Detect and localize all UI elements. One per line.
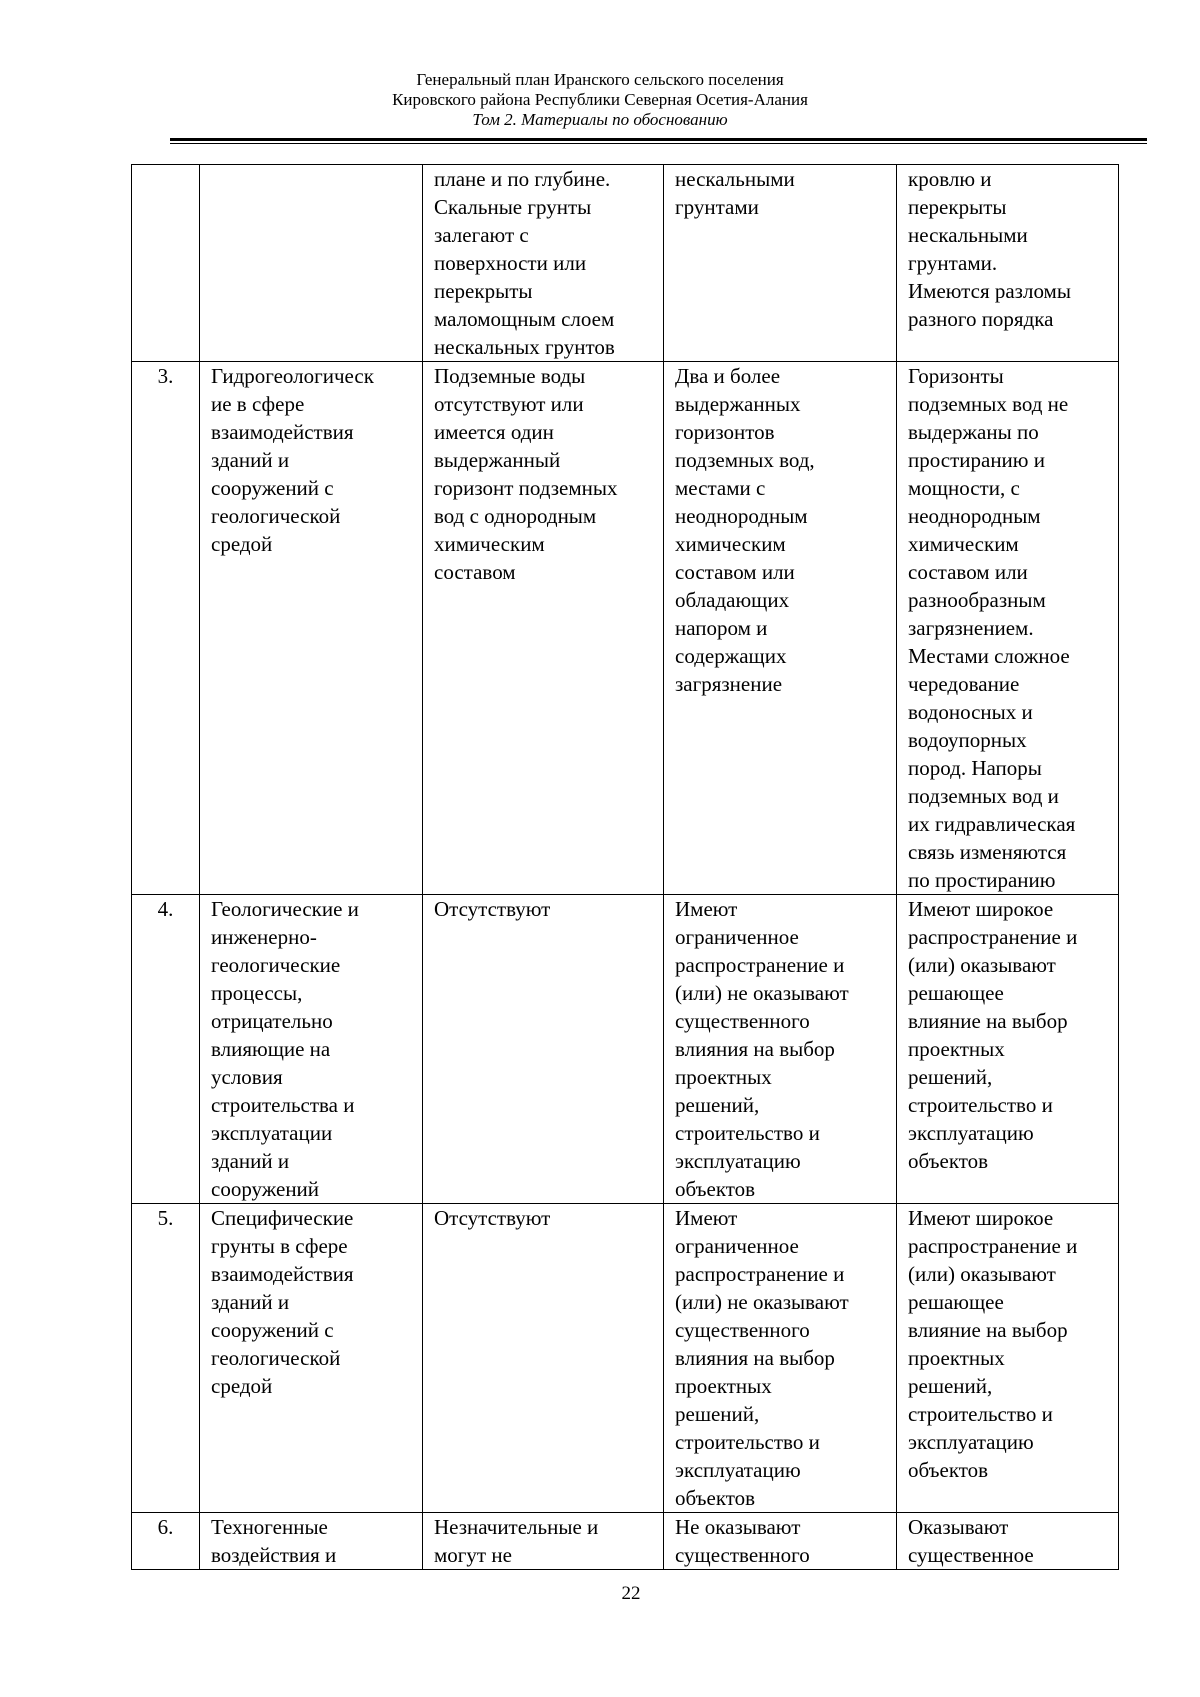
medium-category-cell: Имеют ограниченное распространение и (или) не оказывают существенного влияния на выбор проектных решений, строительство и эксплуатацию объектов bbox=[664, 1204, 897, 1513]
complex-category-cell: Оказывают существенное bbox=[897, 1513, 1119, 1570]
table-row bbox=[132, 1204, 1119, 1513]
complex-category-cell: Имеют широкое распространение и (или) оказывают решающее влияние на выбор проектных решений, строительство и эксплуатацию объектов bbox=[897, 1204, 1119, 1513]
medium-category-cell: Не оказывают существенного bbox=[664, 1513, 897, 1570]
page-number: 22 bbox=[621, 1583, 641, 1604]
header-rule-thin bbox=[170, 143, 1147, 144]
medium-category-cell: нескальными грунтами bbox=[664, 165, 897, 362]
factor-cell bbox=[200, 165, 423, 362]
factor-cell: Геологические и инженерно- геологические процессы, отрицательно влияющие на условия строительства и эксплуатации зданий и сооружений bbox=[200, 895, 423, 1204]
simple-category-cell: плане и по глубине. Скальные грунты залегают с поверхности или перекрыты маломощным слоем нескальных грунтов bbox=[423, 165, 664, 362]
row-number: 3. bbox=[132, 362, 200, 895]
table-row bbox=[132, 1513, 1119, 1570]
factor-cell: Гидрогеологическ ие в сфере взаимодействия зданий и сооружений с геологической средой bbox=[200, 362, 423, 895]
table-row bbox=[132, 165, 1119, 362]
document-header bbox=[170, 70, 1030, 130]
header-volume-line: Том 2. Материалы по обоснованию bbox=[472, 110, 728, 129]
header-title-line1: Генеральный план Иранского сельского поселения bbox=[416, 70, 784, 89]
medium-category-cell: Два и более выдержанных горизонтов подземных вод, местами с неоднородным химическим составом или обладающих напором и содержащих загрязнение bbox=[664, 362, 897, 895]
row-number: 4. bbox=[132, 895, 200, 1204]
factor-cell: Техногенные воздействия и bbox=[200, 1513, 423, 1570]
simple-category-cell: Подземные воды отсутствуют или имеется один выдержанный горизонт подземных вод с однородным химическим составом bbox=[423, 362, 664, 895]
complex-category-cell: кровлю и перекрыты нескальными грунтами. Имеются разломы разного порядка bbox=[897, 165, 1119, 362]
row-number bbox=[132, 165, 200, 362]
header-rule-thick bbox=[170, 138, 1147, 141]
medium-category-cell: Имеют ограниченное распространение и (или) не оказывают существенного влияния на выбор проектных решений, строительство и эксплуатацию объектов bbox=[664, 895, 897, 1204]
geology-complexity-table bbox=[131, 164, 1119, 1570]
simple-category-cell: Незначительные и могут не bbox=[423, 1513, 664, 1570]
factor-cell: Специфические грунты в сфере взаимодействия зданий и сооружений с геологической средой bbox=[200, 1204, 423, 1513]
complex-category-cell: Имеют широкое распространение и (или) оказывают решающее влияние на выбор проектных решений, строительство и эксплуатацию объектов bbox=[897, 895, 1119, 1204]
header-title-line2: Кировского района Республики Северная Осетия-Алания bbox=[392, 90, 808, 109]
simple-category-cell: Отсутствуют bbox=[423, 1204, 664, 1513]
complex-category-cell: Горизонты подземных вод не выдержаны по простиранию и мощности, с неоднородным химическим составом или разнообразным загрязнением. Местами сложное чередование водоносных и водоупорных пород. Напоры подземных вод и их гидравлическая связь изменяются по простиранию bbox=[897, 362, 1119, 895]
table-row bbox=[132, 895, 1119, 1204]
row-number: 6. bbox=[132, 1513, 200, 1570]
simple-category-cell: Отсутствуют bbox=[423, 895, 664, 1204]
row-number: 5. bbox=[132, 1204, 200, 1513]
table-row bbox=[132, 362, 1119, 895]
